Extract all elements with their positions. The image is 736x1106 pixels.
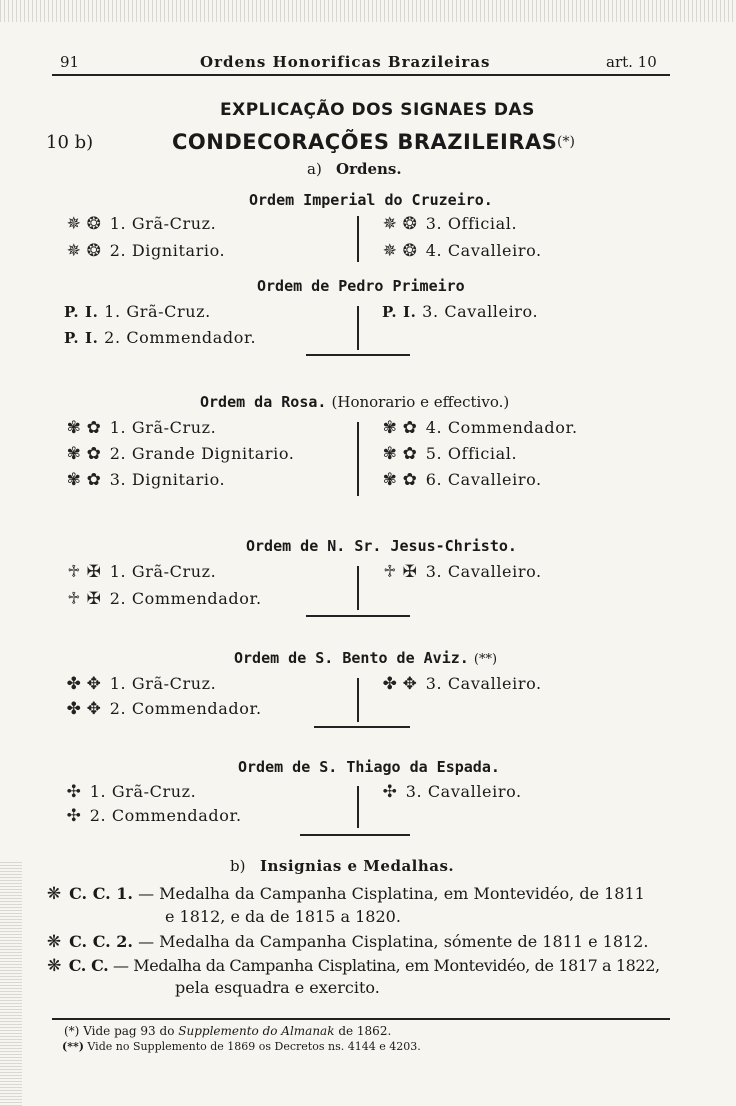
star-medal-icon: ❂ [86,241,102,261]
medal-row [44,932,648,952]
christ-cross-icon: ✠ [86,589,102,609]
medal-description-cont: e 1812, e da de 1815 a 1820. [165,907,401,926]
medal-row [44,956,660,976]
rose-medal-icon: ✾ [382,418,398,438]
list-item [380,444,517,464]
degree-label: 4. Cavalleiro. [425,241,542,260]
aviz-cross-icon: ✤ [382,674,398,694]
medal-code: C. C. 2. [69,932,133,951]
medal-description: — Medalha da Campanha Cisplatina, em Montevidéo, de 1811 [138,884,645,903]
aviz-cross-icon: ✤ [66,699,82,719]
aviz-cross-icon: ✥ [86,674,102,694]
medal-code: C. C. [68,956,109,975]
column-divider [357,786,359,828]
degree-label: 3. Cavalleiro. [425,674,542,693]
order-title-espada: Ordem de S. Thiago da Espada. [238,758,500,776]
order-heading-rosa [200,392,509,411]
degree-label: 5. Official. [425,444,518,463]
medal-star-icon: ❋ [47,956,61,976]
aviz-cross-icon: ✥ [402,674,418,694]
section-separator [300,834,410,836]
sword-cross-icon: ✣ [382,782,398,802]
footnote-italic: Supplemento do Almanak [178,1024,335,1038]
degree-label: 2. Commendador. [109,699,262,718]
degree-label: 2. Dignitario. [109,241,226,260]
degree-label: 1. Grã-Cruz. [109,214,217,233]
rose-medal-icon: ✾ [66,470,82,490]
list-item [64,470,225,490]
footnote-1 [64,1024,391,1038]
degree-label: 3. Official. [425,214,518,233]
rose-medal-icon: ✿ [86,470,102,490]
rose-medal-icon: ✿ [402,470,418,490]
section-ref: 10 b) [46,132,94,153]
header-rule [52,74,670,76]
sub-b-letter: b) [230,857,246,875]
list-item [380,418,578,438]
christ-cross-icon: ♱ [67,562,81,582]
order-title-pedro: Ordem de Pedro Primeiro [257,277,465,295]
degree-label: 2. Commendador. [89,806,242,825]
page-number: 91 [60,53,80,71]
list-item [64,782,196,802]
article-ref: art. 10 [606,53,657,71]
degree-label: 2. Grande Dignitario. [109,444,295,463]
section-separator [314,726,410,728]
christ-cross-icon: ♱ [67,589,81,609]
list-item [380,674,542,694]
degree-label: 4. Commendador. [425,418,578,437]
scan-noise-top [0,0,736,22]
footnote-tail: de 1862. [338,1024,392,1038]
list-item [64,699,262,719]
list-item [64,214,216,234]
order-note-aviz: (**) [473,652,498,667]
list-item [380,214,517,234]
order-title-cruzeiro: Ordem Imperial do Cruzeiro. [249,191,493,209]
rose-medal-icon: ✿ [402,418,418,438]
column-divider [357,678,359,722]
rose-medal-icon: ✿ [86,444,102,464]
degree-label: 1. Grã-Cruz. [109,562,217,581]
list-item [64,302,211,321]
degree-label: 1. Grã-Cruz. [89,782,197,801]
star-medal-icon: ✵ [382,214,398,234]
degree-label: 3. Cavalleiro. [422,302,539,321]
footnote-mark: (*) [64,1024,80,1038]
rose-medal-icon: ✾ [382,470,398,490]
list-item [380,562,542,582]
sub-a-letter: a) [307,160,322,178]
list-item [64,328,256,347]
degree-label: 2. Commendador. [109,589,262,608]
medal-code: C. C. 1. [69,884,133,903]
aviz-cross-icon: ✤ [66,674,82,694]
sub-b-title: Insignias e Medalhas. [260,857,455,875]
footnote-text: Vide no Supplemento de 1869 os Decretos ns. 4144 e 4203. [87,1040,421,1053]
order-title-aviz: Ordem de S. Bento de Aviz. [234,649,469,667]
footnote-2 [62,1040,421,1053]
star-medal-icon: ✵ [66,241,82,261]
rose-medal-icon: ✿ [86,418,102,438]
scan-noise-left [0,860,22,1106]
order-note-rosa: (Honorario e effectivo.) [331,393,510,411]
star-medal-icon: ✵ [382,241,398,261]
medal-star-icon: ❋ [46,932,62,952]
rose-medal-icon: ✿ [402,444,418,464]
medal-description-cont: pela esquadra e exercito. [175,978,380,997]
column-divider [357,422,359,496]
column-divider [357,306,359,350]
running-title: Ordens Honorificas Brazileiras [200,53,491,71]
medal-description: — Medalha da Campanha Cisplatina, sómente de 1811 e 1812. [138,932,649,951]
column-divider [357,566,359,610]
rose-medal-icon: ✾ [382,444,398,464]
order-title-rosa: Ordem da Rosa. [200,393,327,411]
section-separator [306,615,410,617]
list-item [64,418,216,438]
degree-label: 3. Cavalleiro. [425,562,542,581]
footnote-text: Vide pag 93 do [83,1024,175,1038]
star-medal-icon: ❂ [86,214,102,234]
aviz-cross-icon: ✥ [86,699,102,719]
column-divider [357,216,359,262]
degree-label: 3. Dignitario. [109,470,226,489]
christ-cross-icon: ✠ [86,562,102,582]
star-medal-icon: ✵ [66,214,82,234]
list-item [64,589,262,609]
list-item [64,444,295,464]
degree-label: 1. Grã-Cruz. [109,674,217,693]
pi-symbol: P. I. [382,303,417,321]
degree-label: 6. Cavalleiro. [425,470,542,489]
degree-label: 1. Grã-Cruz. [109,418,217,437]
section-separator [306,354,410,356]
rose-medal-icon: ✾ [66,444,82,464]
medal-description: — Medalha da Campanha Cisplatina, em Montevidéo, de 1817 a 1822, [113,956,660,975]
list-item [380,782,522,802]
list-item [64,806,242,826]
footnote-rule [52,1018,670,1020]
christ-cross-icon: ✠ [402,562,418,582]
list-item [380,470,542,490]
list-item [380,241,542,261]
star-medal-icon: ❂ [402,241,418,261]
degree-label: 1. Grã-Cruz. [104,302,211,321]
list-item [64,241,225,261]
sword-cross-icon: ✣ [66,782,82,802]
heading-line1: EXPLICAÇÃO DOS SIGNAES DAS [220,100,535,120]
christ-cross-icon: ♱ [383,562,397,582]
pi-symbol: P. I. [64,329,99,347]
heading-line2: CONDECORAÇÕES BRAZILEIRAS [172,130,558,154]
list-item [382,302,538,321]
pi-symbol: P. I. [64,303,99,321]
sword-cross-icon: ✣ [66,806,82,826]
sub-a-title: Ordens. [336,160,402,178]
degree-label: 2. Commendador. [104,328,257,347]
medal-row [44,884,645,904]
rose-medal-icon: ✾ [66,418,82,438]
list-item [64,562,216,582]
footnote-mark: (**) [62,1040,84,1053]
star-medal-icon: ❂ [402,214,418,234]
degree-label: 3. Cavalleiro. [405,782,522,801]
medal-star-icon: ❋ [46,884,62,904]
order-heading-aviz [234,648,497,667]
order-title-christo: Ordem de N. Sr. Jesus-Christo. [246,537,517,555]
list-item [64,674,216,694]
heading-note: (*) [557,134,575,150]
